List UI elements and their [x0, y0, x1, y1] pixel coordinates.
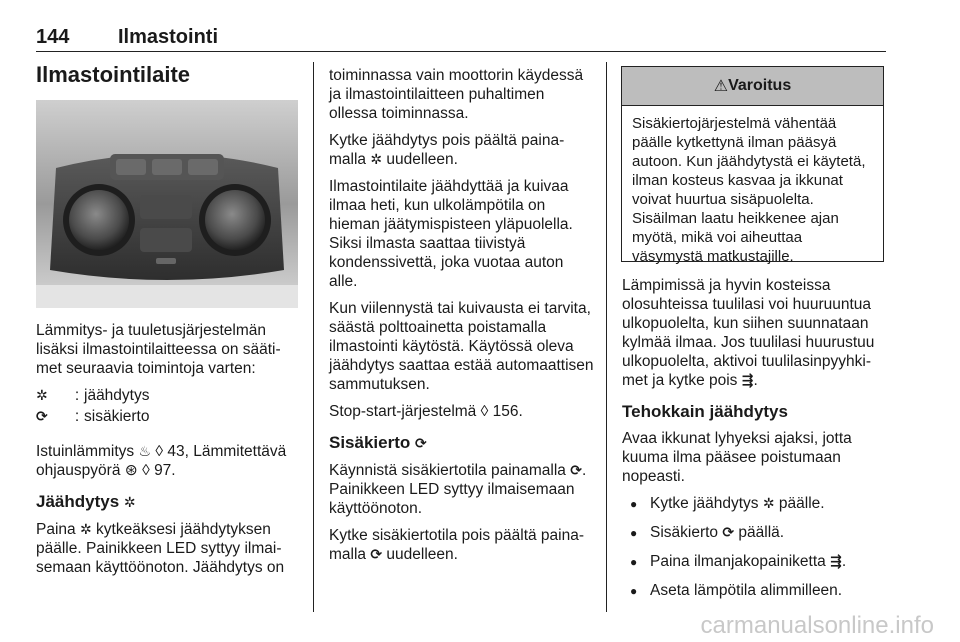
paragraph: toiminnassa vain moottorin käydessä ja ilmastointilaitteen puhaltimen ollessa toiminnassa. — [329, 67, 584, 122]
chapter-title: Ilmastointi — [118, 26, 219, 48]
list-item: ● Paina ilmanjakopainiketta ⇶. — [650, 552, 886, 571]
list-item: ● Aseta lämpötila alimmilleen. — [650, 581, 886, 600]
cooling-heading: Jäähdytys ✲ — [36, 492, 136, 511]
air-distribution-icon: ⇶ — [830, 553, 842, 569]
paragraph: Kytke jäähdytys pois päältä painamalla ✲ uudelleen. — [329, 132, 565, 168]
snowflake-icon: ✲ — [370, 151, 383, 167]
column-divider — [313, 62, 314, 612]
air-distribution-icon: ⇶ — [741, 372, 754, 388]
seat-heating-icon: ♨ — [138, 443, 152, 459]
steering-wheel-heating-icon: ⊛ — [124, 462, 138, 479]
snowflake-icon: ✲ — [123, 494, 136, 510]
page-ref-arrow-icon: ◊ — [480, 403, 489, 420]
snowflake-icon: ✲ — [762, 495, 775, 511]
list-item: ● Sisäkierto ⟳ päällä. — [650, 523, 886, 542]
section-title: Ilmastointilaite — [36, 62, 191, 87]
paragraph: Käynnistä sisäkiertotila painamalla ⟳. Painikkeen LED syttyy ilmaisemaan käyttöönoton. — [329, 462, 587, 517]
header-rule — [36, 51, 886, 52]
intro-paragraph: Lämmitys- ja tuuletusjärjestelmän lisäksi ilmastointilaitteessa on säätimet seuraavia toimintoja varten: — [36, 322, 281, 377]
warning-title: Varoitus — [728, 77, 792, 94]
max-cooling-heading: Tehokkain jäähdytys — [622, 402, 788, 421]
paragraph: Lämpimissä ja hyvin kosteissa olosuhteissa tuulilasi voi huuruuntua ulkopuolelta, kun siihen suunnataan kylmää ilmaa. Jos tuulilasi huurustuu ulkopuolelta, aktivoi tuulilasinpyyhkimet ja kytke pois ⇶. — [622, 277, 875, 389]
legend-label: sisäkierto — [84, 407, 150, 425]
legend-row: ⟳ : sisäkierto — [36, 407, 149, 428]
recirculation-icon: ⟳ — [36, 408, 48, 424]
paragraph: Kytke sisäkiertotila pois päältä painamalla ⟳ uudelleen. — [329, 527, 585, 563]
page-number: 144 — [36, 26, 70, 48]
warning-triangle-icon: ⚠ — [713, 78, 729, 95]
list-item: ● Kytke jäähdytys ✲ päälle. — [650, 494, 886, 513]
paragraph: Stop-start-järjestelmä ◊ 156. — [329, 403, 523, 420]
legend-label: jäähdytys — [84, 386, 150, 404]
warning-box — [621, 66, 884, 265]
column-right — [622, 276, 886, 610]
max-cooling-steps — [622, 494, 886, 600]
footer — [0, 610, 960, 642]
warning-header — [622, 67, 883, 106]
warning-text: Sisäkiertojärjestelmä vähentää päälle kytkettynä ilman pääsyä autoon. Kun jäähdytystä ei käytetä, ilman kosteus kasvaa ja ikkunat voivat huurtua sisäpuolelta. Sisäilman laatu heikkenee ajan myötä, mikä voi aiheuttaa väsymystä matkustajille. — [632, 115, 866, 265]
recirculation-icon: ⟳ — [570, 462, 582, 478]
reference-paragraph: Istuinlämmitys ♨ ◊ 43, Lämmitettävä ohjauspyörä ⊛ ◊ 97. — [36, 443, 287, 479]
column-middle — [329, 66, 595, 572]
paragraph: Kun viilennystä tai kuivausta ei tarvita, säästä polttoainetta poistamalla ilmastointi käytöstä. Käytössä oleva jäähdytys saattaa estää automaattisen sammutuksen. — [329, 300, 594, 393]
page-ref-arrow-icon: ◊ — [155, 443, 164, 460]
recirculation-icon: ⟳ — [722, 524, 735, 540]
paragraph: Ilmastointilaite jäähdyttää ja kuivaa ilmaa heti, kun ulkolämpötila on hieman jäätymispisteen yläpuolella. Siksi ilmasta saattaa tiivistyä kondenssivettä, joka vuotaa auton alle. — [329, 178, 573, 290]
paragraph: Avaa ikkunat lyhyeksi ajaksi, jotta kuuma ilma pääsee poistumaan nopeasti. — [622, 430, 852, 485]
page-ref-arrow-icon: ◊ — [142, 462, 150, 479]
legend-row: ✲ : jäähdytys — [36, 386, 149, 407]
column-divider — [606, 62, 607, 612]
snowflake-icon: ✲ — [79, 521, 92, 537]
recirculation-heading: Sisäkierto ⟳ — [329, 433, 427, 452]
cooling-paragraph: Paina ✲ kytkeäksesi jäähdytyksen päälle. Painikkeen LED syttyy ilmaisemaan käyttöönoton. Jäähdytys on — [36, 521, 285, 576]
snowflake-icon: ✲ — [36, 387, 48, 403]
function-legend — [36, 386, 149, 428]
recirculation-icon: ⟳ — [370, 546, 383, 562]
climate-control-photo — [36, 100, 298, 308]
watermark: carmanualsonline.info — [700, 612, 934, 639]
column-left — [36, 321, 298, 585]
recirculation-icon: ⟳ — [415, 435, 427, 451]
